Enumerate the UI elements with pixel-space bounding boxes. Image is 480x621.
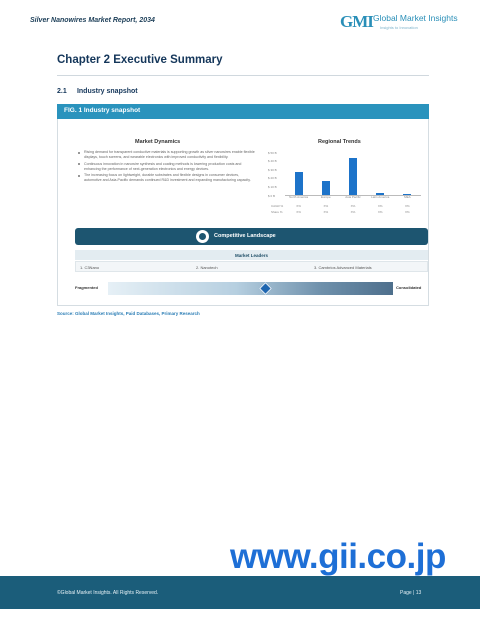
leader-3: 3. Cambrios Advanced Materials [314,264,372,270]
y-tick-label: $ 50 B [268,150,277,155]
table-row-label: CAGR % [271,204,284,208]
table-cell: X% [296,210,301,214]
concentration-spectrum [108,282,393,295]
chart-bar [349,158,357,195]
logo-tagline: Insights to Innovation [380,25,418,30]
x-tick-label: MEA [404,195,411,199]
table-cell: X% [377,210,383,214]
y-tick-label: $ 0 B [268,193,276,198]
x-tick-label: Asia Pacific [345,195,361,199]
table-cell: X% [323,210,329,214]
fragmented-label: Fragmented [75,285,98,290]
table-cell: X% [405,210,410,214]
table-cell: X% [350,210,356,214]
page-number: Page | 13 [400,590,422,596]
concentration-marker-icon [260,282,269,295]
market-dynamics-title: Market Dynamics [135,139,181,145]
y-tick-label: $ 30 B [268,167,277,172]
logo-mark: GMI [340,12,373,31]
chapter-divider [57,75,429,76]
report-title: Silver Nanowires Market Report, 2034 [30,17,155,24]
table-row-label: Share % [271,210,283,214]
section-heading [57,88,138,95]
watermark: www.gii.co.jp [230,537,446,576]
list-item: Continuous innovation in nanowire synthesis and coating methods is lowering production costs and enhancing the performance of next-generation electronics and energy devices. [78,162,256,173]
chart-bar [322,181,330,195]
footer-copyright: ©Global Market Insights. All Rights Reserved. [57,590,159,596]
competitive-landscape-title: Competitive Landscape [214,233,276,239]
y-tick-label: $ 40 B [268,159,277,164]
market-leaders-header: Market Leaders [75,250,428,260]
leader-1: 1. C3Nano [80,264,100,270]
chapter-title: Chapter 2 Executive Summary [57,54,223,66]
figure-title-bar: FIG. 1 Industry snapshot [57,104,429,119]
x-tick-label: North America [289,195,309,199]
regional-trends-chart [268,148,426,216]
landscape-icon [196,230,209,243]
list-item: Rising demand for transparent conductive materials is supporting growth as silver nanowires enable flexible displays, touch screens, and wearable electronics with improved conductivity and flexibility. [78,150,256,161]
logo-name: Global Market Insights [373,13,458,23]
x-tick-label: Europe [320,195,331,199]
y-tick-label: $ 20 B [268,176,277,181]
y-tick-label: $ 10 B [268,184,277,189]
section-title: Industry snapshot [76,88,138,95]
chart-bar [295,172,303,195]
market-dynamics-list [78,150,256,185]
table-cell: X% [323,204,329,208]
market-leaders-row [75,261,428,272]
table-cell: X% [405,204,410,208]
gmi-logo [340,12,458,36]
table-cell: X% [296,204,301,208]
leader-2: 2. Nanotech [196,264,218,270]
source-note: Source: Global Market Insights, Paid Databases, Primary Research [57,311,200,316]
consolidated-label: Consolidated [396,285,422,290]
section-number: 2.1 [57,88,67,95]
table-cell: X% [350,204,356,208]
regional-trends-title: Regional Trends [318,139,361,145]
page-header [0,0,480,42]
x-tick-label: Latin America [371,195,390,199]
list-item: The increasing focus on lightweight, durable substrates and flexible designs in consumer devices, automotive and Asia-Pacific demands continued R&D investment and expanding manufacturing capacity. [78,173,256,184]
table-cell: X% [377,204,383,208]
